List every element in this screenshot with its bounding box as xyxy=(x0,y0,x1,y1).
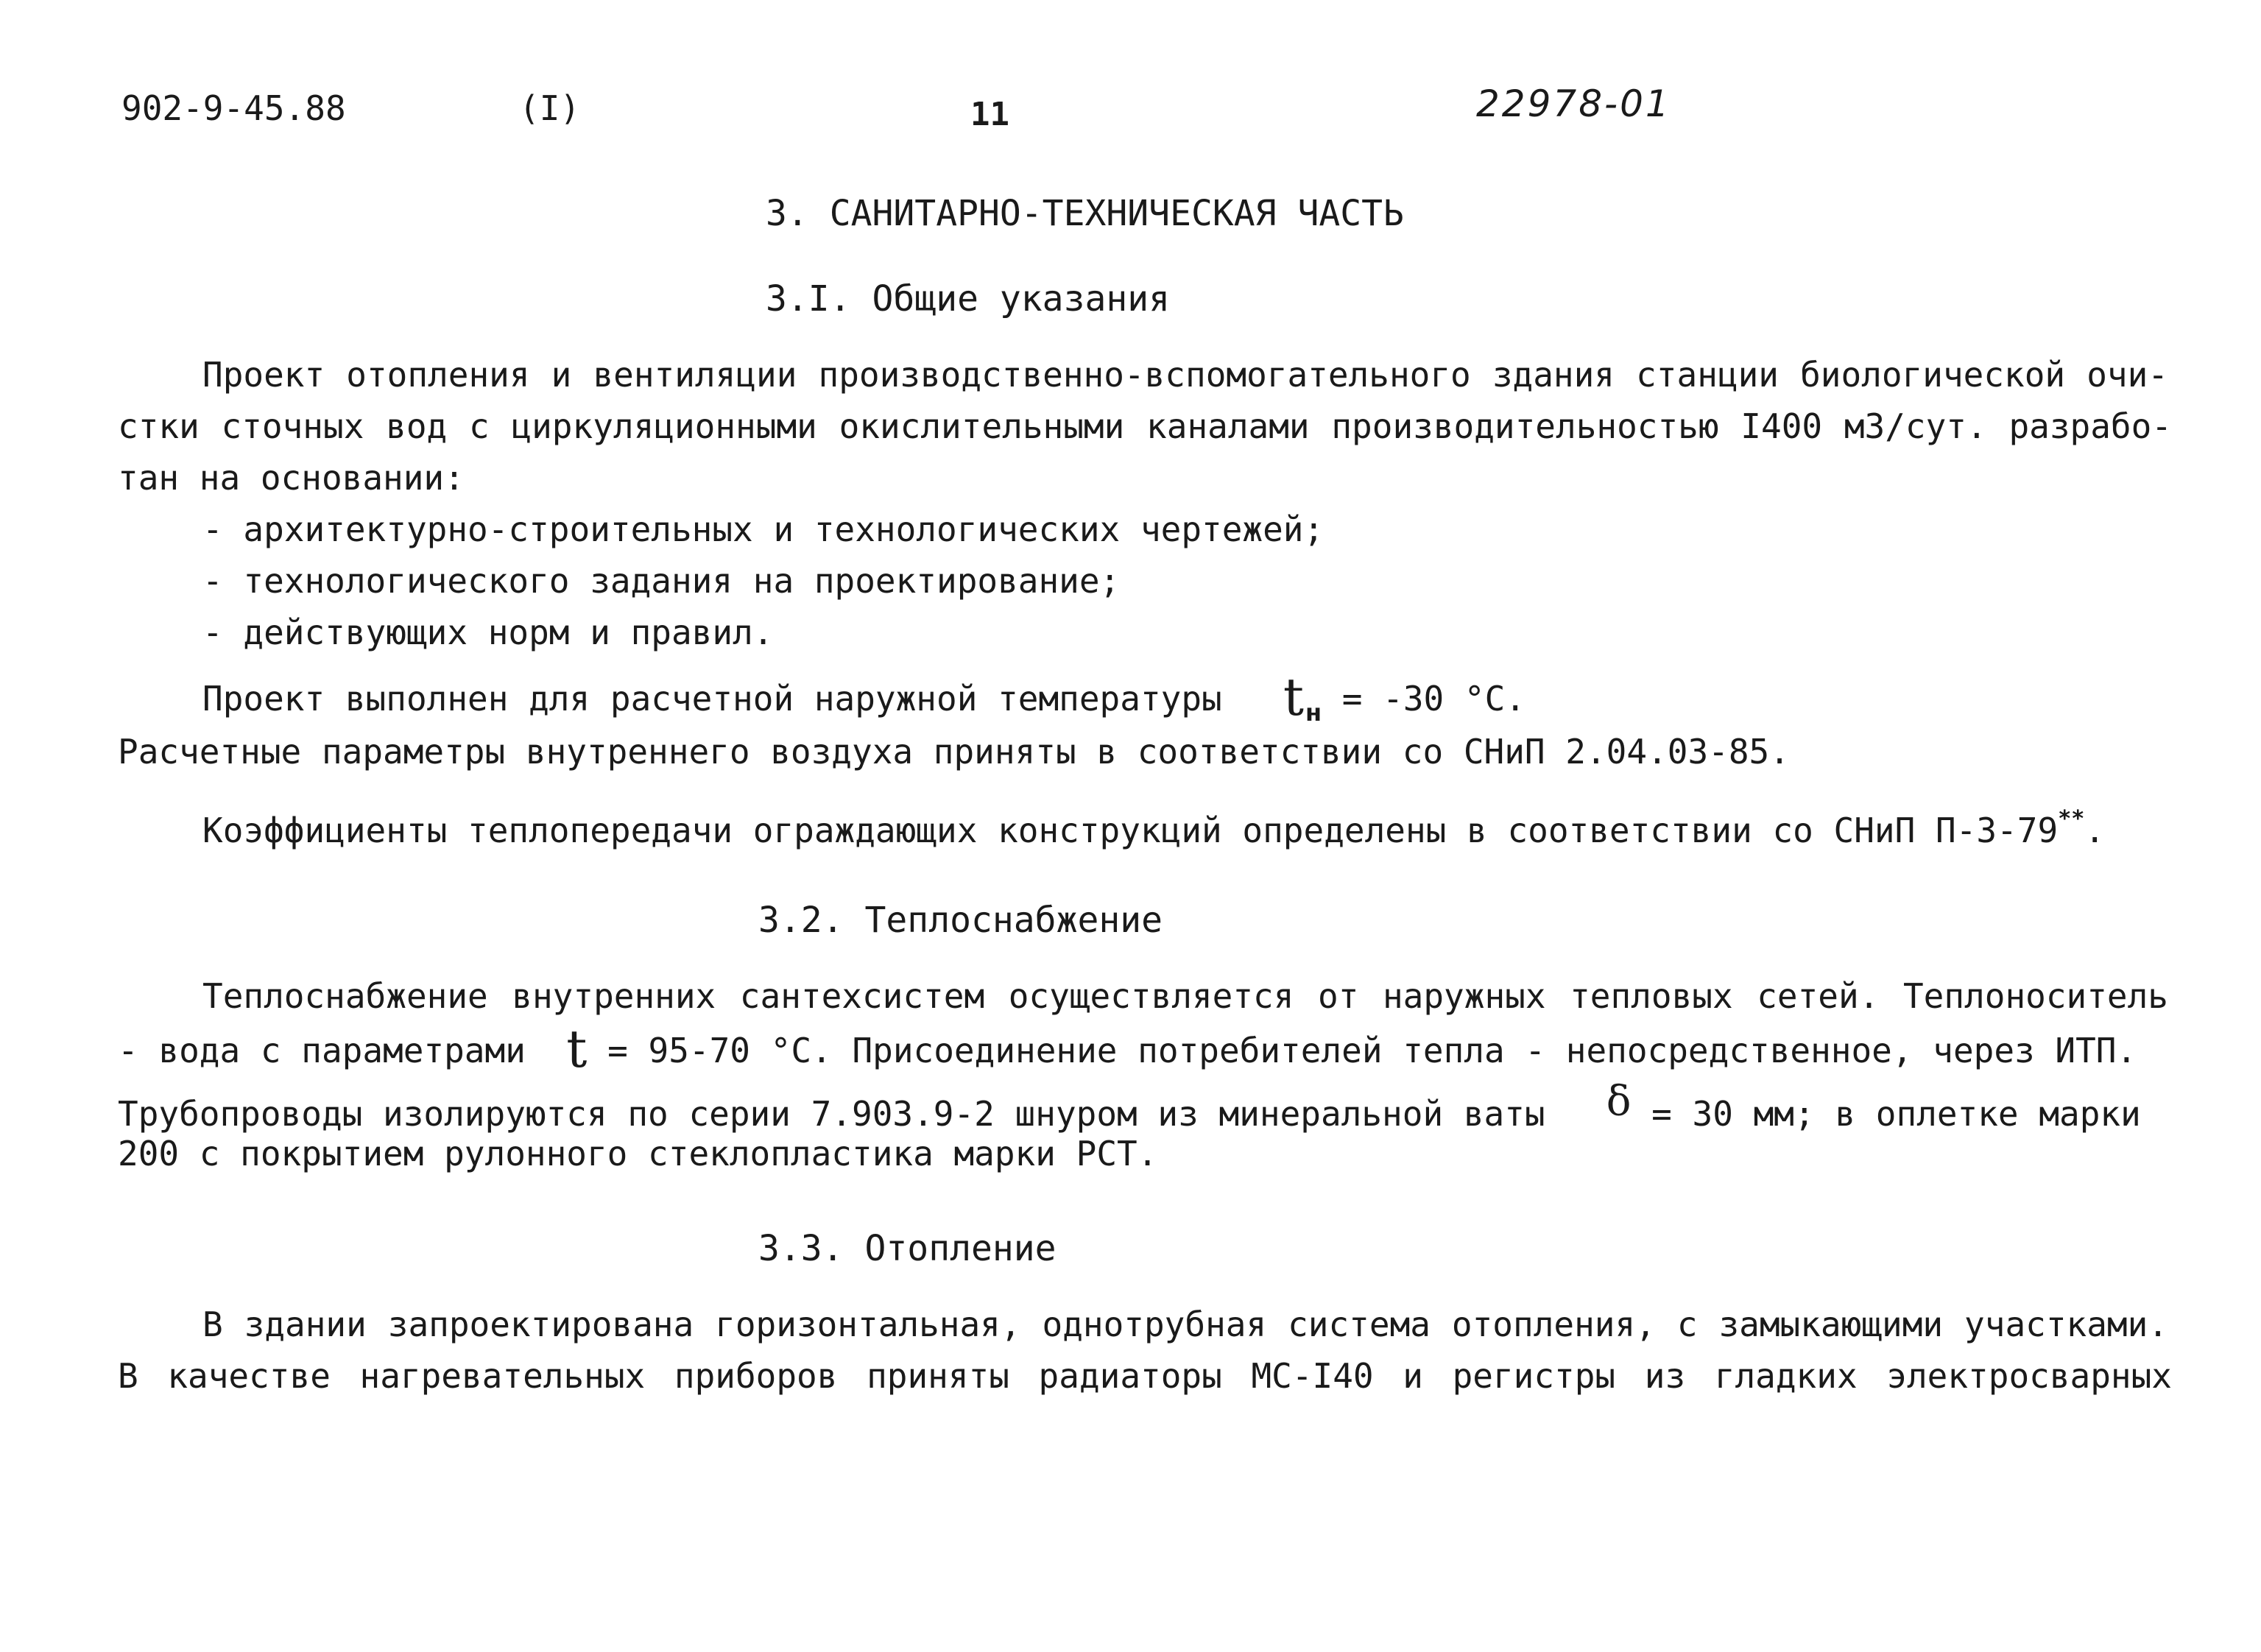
basis-item: - технологического задания на проектирование; xyxy=(202,561,1121,601)
heating-line-1: В здании запроектирована горизонтальная, однотрубная система отопления, с замыкающими участками. xyxy=(202,1305,2168,1344)
heat-supply-line-3a: Трубопроводы изолируются по серии 7.903.9-2 шнуром из минеральной ваты xyxy=(118,1094,1545,1134)
heat-supply-line-2 xyxy=(118,1019,2137,1079)
delta-symbol: δ xyxy=(1606,1078,1632,1126)
document-code: 902-9-45.88 xyxy=(121,88,346,128)
heat-supply-line-3b: = 30 мм; в оплетке марки xyxy=(1651,1094,2141,1134)
heat-supply-line-2a: - вода с параметрами xyxy=(118,1031,526,1070)
heat-supply-line-4: 200 с покрытием рулонного стеклопластика марки РСТ. xyxy=(118,1134,1158,1173)
temperature-value: = -30 °С. xyxy=(1341,679,1526,719)
temperature-subscript: н xyxy=(1305,699,1322,727)
basis-item: - действующих норм и правил. xyxy=(202,613,774,652)
intro-line-2: стки сточных вод с циркуляционными окислительными каналами производительностью I400 м3/сут. разрабо- xyxy=(118,406,2172,446)
heat-transfer-end: . xyxy=(2084,811,2106,850)
page-number: 11 xyxy=(970,96,1009,133)
heating-line-2: В качестве нагревательных приборов приняты радиаторы МС-I40 и регистры из гладких электросварных xyxy=(118,1356,2172,1396)
intro-line-3: тан на основании: xyxy=(118,458,465,498)
design-temperature-text: Проект выполнен для расчетной наружной температуры xyxy=(202,679,1222,719)
heat-transfer-text: Коэффициенты теплопередачи ограждающих конструкций определены в соответствии со СНиП П-3-79 xyxy=(202,811,2059,850)
section-title: 3. САНИТАРНО-ТЕХНИЧЕСКАЯ ЧАСТЬ xyxy=(766,193,1404,234)
temperature-symbol: t xyxy=(566,1019,588,1079)
document-part: (I) xyxy=(519,88,581,128)
indoor-params-line: Расчетные параметры внутреннего воздуха приняты в соответствии со СНиП 2.04.03-85. xyxy=(118,732,1790,772)
inventory-number: 22978-01 xyxy=(1476,82,1671,125)
temperature-symbol: t xyxy=(1283,667,1304,727)
basis-item: - архитектурно-строительных и технологических чертежей; xyxy=(202,509,1324,549)
heat-supply-line-2b: = 95-70 °С. Присоединение потребителей тепла - непосредственное, через ИТП. xyxy=(607,1031,2137,1070)
subsection-3-3-title: 3.3. Отопление xyxy=(758,1228,1057,1269)
subsection-3-1-title: 3.I. Общие указания xyxy=(766,278,1171,320)
intro-line-1: Проект отопления и вентиляции производственно-вспомогательного здания станции биологической очи- xyxy=(202,355,2168,395)
subsection-3-2-title: 3.2. Теплоснабжение xyxy=(758,900,1163,941)
heat-transfer-line xyxy=(202,794,2105,856)
footnote-mark: ** xyxy=(2058,806,2085,832)
heat-supply-line-1: Теплоснабжение внутренних сантехсистем осуществляется от наружных тепловых сетей. Теплоноситель xyxy=(202,976,2168,1016)
